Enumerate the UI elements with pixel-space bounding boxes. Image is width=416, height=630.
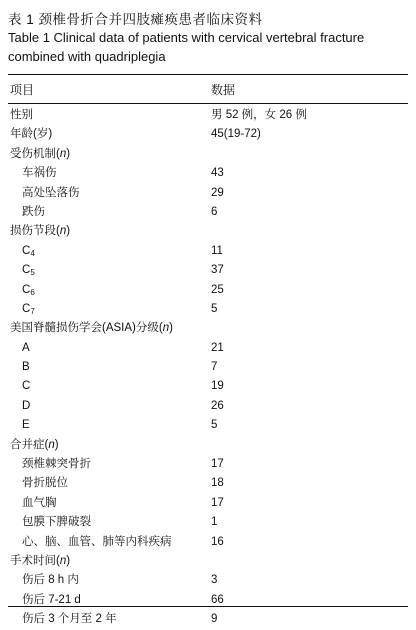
table-row xyxy=(0,339,416,358)
row-label xyxy=(10,436,59,455)
row-label-text: 高处坠落伤 xyxy=(22,186,80,199)
table-row xyxy=(0,552,416,571)
row-label-subscript: 6 xyxy=(30,287,35,297)
row-label-text: 跌伤 xyxy=(22,205,45,218)
row-label-text: 伤后 8 h 内 xyxy=(22,574,79,587)
table-row xyxy=(0,533,416,552)
table-row xyxy=(0,222,416,241)
row-label-text: A xyxy=(22,341,30,354)
table-row xyxy=(0,610,416,629)
table-body xyxy=(0,106,416,630)
table-row xyxy=(0,261,416,280)
row-label xyxy=(22,339,30,358)
row-label-text: 合并症(n) xyxy=(10,438,59,451)
row-label xyxy=(10,125,52,144)
row-label xyxy=(22,397,30,416)
row-label xyxy=(22,358,30,377)
table-row xyxy=(0,145,416,164)
row-label xyxy=(22,513,91,532)
row-value: 3 xyxy=(211,574,218,587)
row-label-text: 心、脑、血管、肺等内科疾病 xyxy=(22,535,172,548)
row-value: 66 xyxy=(211,593,224,606)
row-label xyxy=(10,106,33,125)
row-label-subscript: 5 xyxy=(30,268,35,278)
row-label-text: 车祸伤 xyxy=(22,167,57,180)
row-label xyxy=(22,455,91,474)
table-row xyxy=(0,203,416,222)
row-label xyxy=(22,242,35,263)
table-row xyxy=(0,281,416,300)
row-label xyxy=(22,533,172,552)
table-title-english: Table 1 Clinical data of patients with cervical vertebral fracture combined with quadriplegia xyxy=(8,30,365,64)
row-value: 17 xyxy=(211,458,224,471)
row-value: 43 xyxy=(211,167,224,180)
table-row xyxy=(0,397,416,416)
row-value: 37 xyxy=(211,264,224,277)
table-row xyxy=(0,184,416,203)
table-row xyxy=(0,455,416,474)
row-label xyxy=(22,494,57,513)
row-label xyxy=(22,474,68,493)
row-label-text: C xyxy=(22,302,31,315)
row-value: 21 xyxy=(211,341,224,354)
row-value: 1 xyxy=(211,516,218,529)
row-label-text: 伤后 3 个月至 2 年 xyxy=(22,613,117,626)
row-label xyxy=(22,203,45,222)
table-row xyxy=(0,300,416,319)
row-label xyxy=(10,222,70,241)
table-header-rule xyxy=(8,103,408,104)
row-value: 26 xyxy=(211,399,224,412)
row-value: 25 xyxy=(211,283,224,296)
column-header-item: 项目 xyxy=(10,83,35,97)
row-value: 9 xyxy=(211,613,218,626)
row-label-text: D xyxy=(22,399,31,412)
row-label-subscript: 7 xyxy=(30,306,35,316)
row-label-text: C xyxy=(22,380,31,393)
table-row xyxy=(0,319,416,338)
row-value: 5 xyxy=(211,302,218,315)
row-label xyxy=(22,281,35,302)
row-label-text: 伤后 7-21 d xyxy=(22,593,81,606)
table-row xyxy=(0,106,416,125)
table-row xyxy=(0,513,416,532)
row-label-text: 手术时间(n) xyxy=(10,554,71,567)
table-bottom-rule xyxy=(8,606,408,607)
row-label xyxy=(10,319,173,338)
row-value: 19 xyxy=(211,380,224,393)
row-label-text: 包膜下脾破裂 xyxy=(22,516,91,529)
column-header-data: 数据 xyxy=(211,83,236,97)
table-title-chinese: 表 1 颈椎骨折合并四肢瘫痪患者临床资料 xyxy=(8,12,263,27)
row-label xyxy=(22,261,35,282)
row-label-text: 颈椎棘突骨折 xyxy=(22,458,91,471)
table-row xyxy=(0,571,416,590)
table-row xyxy=(0,164,416,183)
row-label-text: C xyxy=(22,283,31,296)
row-value: 45(19-72) xyxy=(211,128,261,141)
row-value: 男 52 例，女 26 例 xyxy=(211,109,307,121)
row-value: 18 xyxy=(211,477,224,490)
row-value: 7 xyxy=(211,361,218,374)
row-label-text: 损伤节段(n) xyxy=(10,225,71,238)
row-label-text: C xyxy=(22,264,31,277)
table-row xyxy=(0,436,416,455)
row-label xyxy=(22,300,35,321)
row-value: 16 xyxy=(211,535,224,548)
row-label-text: 骨折脱位 xyxy=(22,477,68,490)
row-value: 11 xyxy=(211,244,223,257)
row-label-subscript: 4 xyxy=(30,248,35,258)
row-value: 5 xyxy=(211,419,218,432)
row-label-text: B xyxy=(22,361,30,374)
row-value: 17 xyxy=(211,496,224,509)
row-value: 6 xyxy=(211,205,218,218)
row-label-text: 受伤机制(n) xyxy=(10,147,71,160)
row-label-text: E xyxy=(22,419,30,432)
row-label xyxy=(22,377,30,396)
table-row xyxy=(0,125,416,144)
table-row xyxy=(0,377,416,396)
row-label-text: 美国脊髓损伤学会(ASIA)分级(n) xyxy=(10,322,173,335)
row-label xyxy=(22,610,117,629)
table-row xyxy=(0,242,416,261)
table-top-rule xyxy=(8,74,408,75)
table-row xyxy=(0,474,416,493)
row-label-text: 性别 xyxy=(10,109,33,121)
row-label-text: 血气胸 xyxy=(22,496,57,509)
table-row xyxy=(0,358,416,377)
row-label xyxy=(10,145,70,164)
row-label xyxy=(22,184,80,203)
row-label-text: C xyxy=(22,244,31,257)
row-label xyxy=(22,571,79,590)
table-row xyxy=(0,416,416,435)
row-label xyxy=(22,416,30,435)
table-row xyxy=(0,494,416,513)
row-label-text: 年龄(岁) xyxy=(10,128,53,141)
row-label xyxy=(22,164,57,183)
row-label xyxy=(10,552,70,571)
row-value: 29 xyxy=(211,186,224,199)
